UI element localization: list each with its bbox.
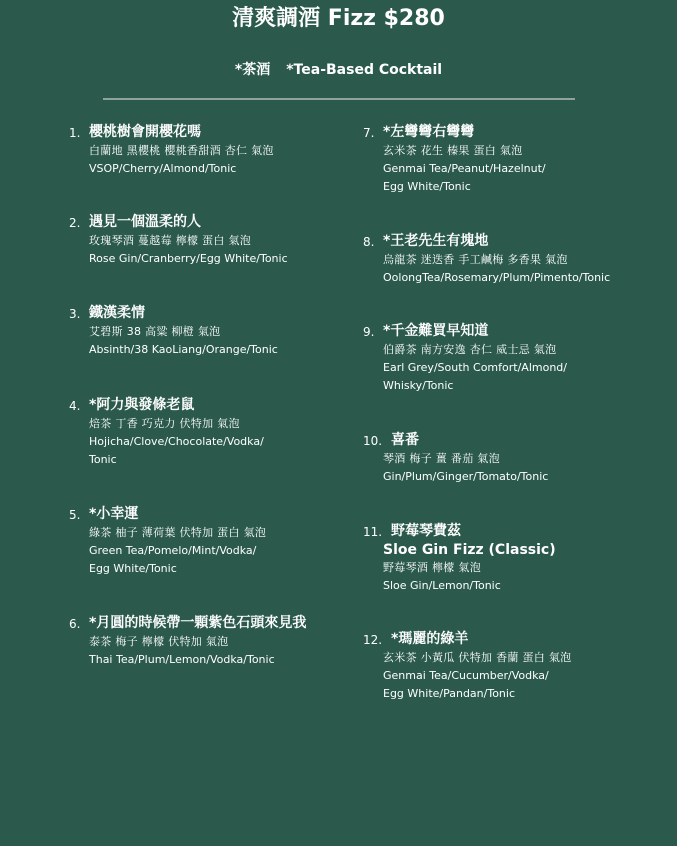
item-name: *千金難買早知道 — [383, 323, 489, 339]
item-ingredients-zh: 玄米茶 花生 榛果 蛋白 氣泡 — [383, 144, 523, 157]
item-ingredients-en-cont: Egg White/Pandan/Tonic — [383, 687, 516, 700]
item-name: *阿力與發條老鼠 — [89, 397, 195, 413]
item-ingredients-en-cont: Tonic — [89, 453, 117, 466]
item-name: 遇見一個溫柔的人 — [89, 214, 201, 230]
item-ingredients-zh: 伯爵茶 南方安逸 杏仁 威士忌 氣泡 — [383, 343, 557, 356]
item-name: *瑪麗的綠羊 — [391, 631, 469, 647]
item-ingredients-en: Absinth/38 KaoLiang/Orange/Tonic — [89, 343, 278, 356]
item-ingredients-en: Gin/Plum/Ginger/Tomato/Tonic — [383, 470, 549, 483]
subtitle-zh: *茶酒 — [234, 62, 271, 78]
item-number: 4. — [69, 399, 81, 413]
item-ingredients-zh: 野莓琴酒 檸檬 氣泡 — [383, 561, 481, 574]
item-ingredients-zh: 綠茶 柚子 薄荷葉 伏特加 蛋白 氣泡 — [89, 526, 267, 539]
item-ingredients-en: Earl Grey/South Comfort/Almond/ — [383, 361, 567, 374]
item-ingredients-en: Thai Tea/Plum/Lemon/Vodka/Tonic — [89, 653, 275, 666]
item-ingredients-en-cont: Egg White/Tonic — [383, 180, 471, 193]
item-name: *月圓的時候帶一顆紫色石頭來見我 — [89, 615, 307, 631]
item-ingredients-zh: 烏龍茶 迷迭香 手工鹹梅 多香果 氣泡 — [383, 253, 568, 266]
item-name: 野莓琴費茲 — [391, 523, 461, 539]
item-ingredients-en-cont: Egg White/Tonic — [89, 562, 177, 575]
item-ingredients-en: Sloe Gin/Lemon/Tonic — [383, 579, 501, 592]
item-ingredients-zh: 泰茶 梅子 檸檬 伏特加 氣泡 — [89, 635, 229, 648]
item-ingredients-zh: 琴酒 梅子 薑 番茄 氣泡 — [383, 452, 500, 465]
item-number: 12. — [363, 633, 383, 647]
item-name: 喜番 — [391, 432, 419, 448]
item-name-en: Sloe Gin Fizz (Classic) — [383, 542, 556, 558]
subtitle-en: *Tea-Based Cocktail — [286, 62, 443, 78]
item-name: 櫻桃樹會開櫻花嗎 — [89, 124, 201, 140]
item-number: 10. — [363, 434, 383, 448]
item-number: 3. — [69, 307, 81, 321]
item-ingredients-en: OolongTea/Rosemary/Plum/Pimento/Tonic — [383, 271, 611, 284]
item-ingredients-zh: 玄米茶 小黃瓜 伏特加 香蘭 蛋白 氣泡 — [383, 651, 572, 664]
item-ingredients-en: Green Tea/Pomelo/Mint/Vodka/ — [89, 544, 257, 557]
item-ingredients-en: VSOP/Cherry/Almond/Tonic — [89, 162, 237, 175]
item-number: 1. — [69, 126, 81, 140]
item-number: 11. — [363, 525, 383, 539]
item-ingredients-en: Genmai Tea/Cucumber/Vodka/ — [383, 669, 549, 682]
menu-subtitle — [0, 60, 677, 80]
item-name: *小幸運 — [89, 506, 139, 522]
item-ingredients-en: Genmai Tea/Peanut/Hazelnut/ — [383, 162, 546, 175]
item-number: 8. — [363, 235, 375, 249]
item-number: 6. — [69, 617, 81, 631]
divider — [103, 98, 575, 100]
item-ingredients-en: Hojicha/Clove/Chocolate/Vodka/ — [89, 435, 264, 448]
item-number: 9. — [363, 325, 375, 339]
menu-title: 清爽調酒 Fizz $280 — [232, 6, 445, 31]
item-ingredients-en: Rose Gin/Cranberry/Egg White/Tonic — [89, 252, 288, 265]
item-number: 2. — [69, 216, 81, 230]
item-ingredients-en-cont: Whisky/Tonic — [383, 379, 454, 392]
item-ingredients-zh: 焙茶 丁香 巧克力 伏特加 氣泡 — [89, 417, 240, 430]
item-ingredients-zh: 玫瑰琴酒 蔓越莓 檸檬 蛋白 氣泡 — [89, 234, 252, 247]
item-ingredients-zh: 白蘭地 黑櫻桃 櫻桃香甜酒 杏仁 氣泡 — [89, 144, 274, 157]
item-name: *左彎彎右彎彎 — [383, 124, 475, 140]
item-name: *王老先生有塊地 — [383, 233, 489, 249]
item-number: 7. — [363, 126, 375, 140]
item-name: 鐵漢柔情 — [89, 305, 145, 321]
item-ingredients-zh: 艾碧斯 38 高粱 柳橙 氣泡 — [89, 325, 221, 338]
item-number: 5. — [69, 508, 81, 522]
